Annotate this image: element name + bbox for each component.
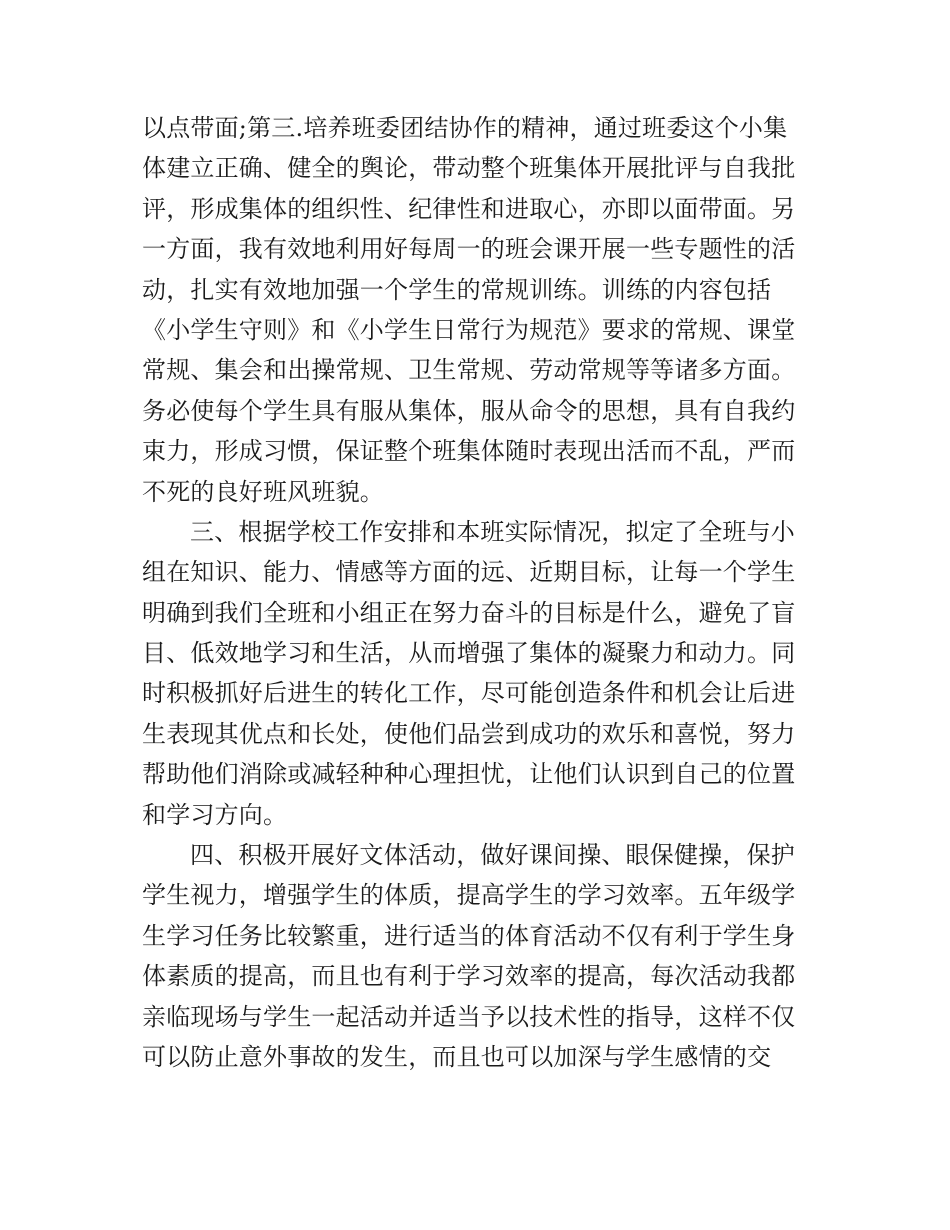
text-line: 组在知识、能力、情感等方面的远、近期目标，让每一个学生 (142, 558, 796, 587)
paragraph-section-four (142, 835, 812, 1077)
text-line: 常规、集会和出操常规、卫生常规、劳动常规等等诸多方面。 (142, 356, 796, 385)
text-line: 生表现其优点和长处，使他们品尝到成功的欢乐和喜悦，努力 (142, 719, 796, 748)
text-line: 可以防止意外事故的发生，而且也可以加深与学生感情的交 (142, 1042, 772, 1071)
paragraph-continuation (142, 108, 812, 512)
text-line: 以点带面;第三.培养班委团结协作的精神，通过班委这个小集 (142, 114, 788, 142)
text-line: 务必使每个学生具有服从集体，服从命令的思想，具有自我约 (142, 396, 796, 425)
text-line: 生学习任务比较繁重，进行适当的体育活动不仅有利于学生身 (142, 921, 796, 950)
text-line: 时积极抓好后进生的转化工作，尽可能创造条件和机会让后进 (142, 679, 796, 708)
text-line: 一方面，我有效地利用好每周一的班会课开展一些专题性的活 (142, 235, 796, 264)
text-line: 学生视力，增强学生的体质，提高学生的学习效率。五年级学 (142, 881, 796, 910)
text-line: 束力，形成习惯，保证整个班集体随时表现出活而不乱，严而 (142, 437, 796, 466)
text-line: 体建立正确、健全的舆论，带动整个班集体开展批评与自我批 (142, 154, 796, 183)
text-line-first: 四、积极开展好文体活动，做好课间操、眼保健操，保护 (190, 841, 795, 870)
text-line: 动，扎实有效地加强一个学生的常规训练。训练的内容包括 (142, 275, 772, 304)
text-line-first: 三、根据学校工作安排和本班实际情况，拟定了全班与小 (190, 517, 795, 546)
text-line: 明确到我们全班和小组正在努力奋斗的目标是什么，避免了盲 (142, 598, 796, 627)
text-line: 《小学生守则》和《小学生日常行为规范》要求的常规、课堂 (142, 315, 796, 344)
text-line: 体素质的提高，而且也有利于学习效率的提高，每次活动我都 (142, 962, 796, 991)
document-body (142, 108, 812, 1077)
text-line: 不死的良好班风班貌。 (142, 477, 384, 506)
text-line: 和学习方向。 (142, 800, 288, 829)
text-line: 评，形成集体的组织性、纪律性和进取心，亦即以面带面。另 (142, 194, 796, 223)
paragraph-section-three (142, 512, 812, 835)
text-line: 目、低效地学习和生活，从而增强了集体的凝聚力和动力。同 (142, 639, 796, 668)
text-line: 帮助他们消除或减轻种种心理担忧，让他们认识到自己的位置 (142, 760, 796, 789)
text-line: 亲临现场与学生一起活动并适当予以技术性的指导，这样不仅 (142, 1002, 796, 1031)
